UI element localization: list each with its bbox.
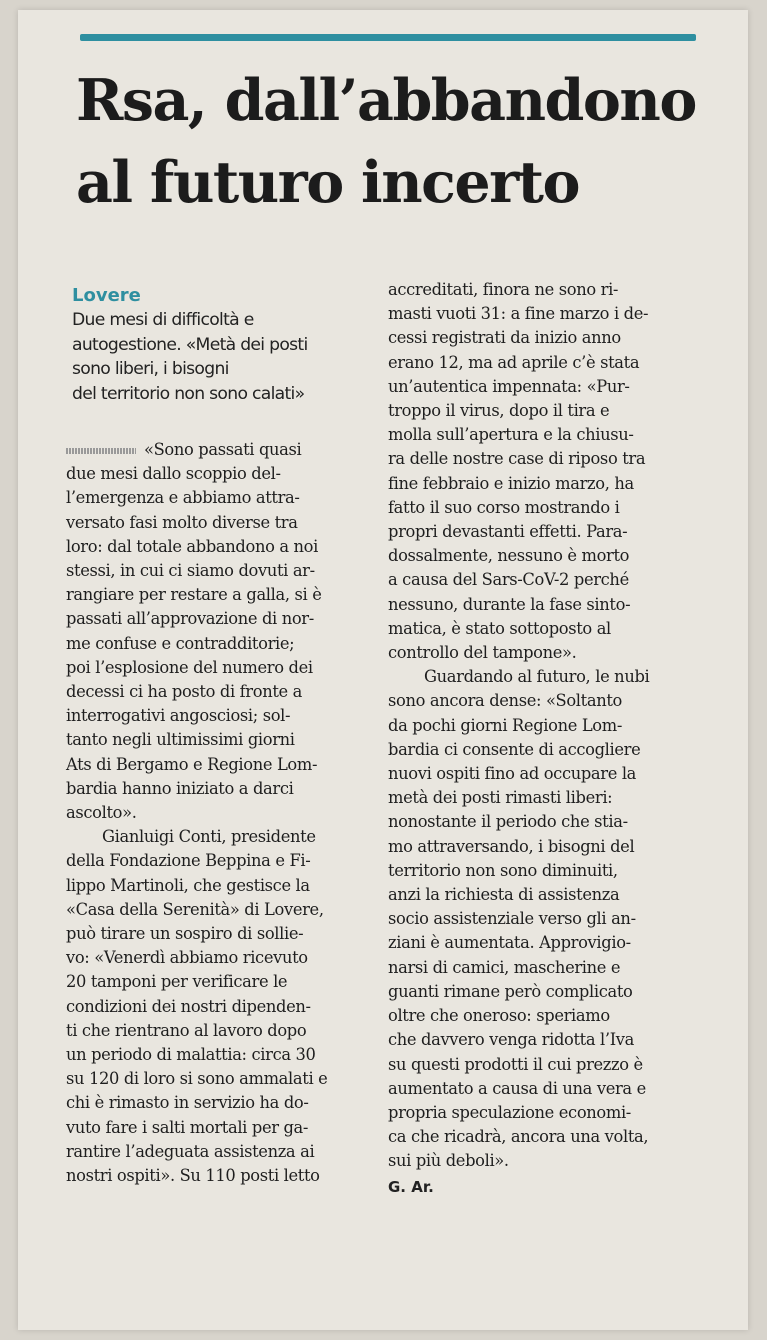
text-line: Guardando al futuro, le nubi [424,667,650,687]
text-line: su questi prodotti il cui prezzo è [388,1054,643,1074]
article-summary [72,308,362,406]
headline-line-1: Rsa, dall’abbandono [76,67,696,134]
text-line: erano 12, ma ad aprile c’è stata [388,352,640,372]
text-line: l’emergenza e abbiamo attra- [66,488,300,508]
text-line: rangiare per restare a galla, si è [66,585,322,605]
text-line: vuto fare i salti mortali per ga- [66,1117,309,1137]
text-line: ascolto». [66,803,137,823]
text-line: su 120 di loro si sono ammalati e [66,1069,328,1089]
text-line: Ats di Bergamo e Regione Lom- [66,754,318,774]
text-line: matica, è stato sottoposto al [388,618,611,638]
text-line: territorio non sono diminuiti, [388,860,618,880]
text-line: ti che rientrano al lavoro dopo [66,1020,307,1040]
text-line: poi l’esplosione del numero dei [66,657,313,677]
text-line: ra delle nostre case di riposo tra [388,449,646,469]
text-line: dossalmente, nessuno è morto [388,546,630,566]
text-line: accreditati, finora ne sono ri- [388,280,619,299]
right-body-text [388,278,720,1174]
text-line: lippo Martinoli, che gestisce la [66,875,310,895]
text-line: decessi ci ha posto di fronte a [66,682,302,702]
text-line: cessi registrati da inizio anno [388,328,621,348]
text-line: me confuse e contradditorie; [66,633,295,653]
text-line: socio assistenziale verso gli an- [388,909,636,929]
text-line: 20 tamponi per verificare le [66,972,288,992]
text-line: bardia hanno iniziato a darci [66,778,294,798]
text-line: oltre che oneroso: speriamo [388,1006,610,1026]
text-line: sono ancora dense: «Soltanto [388,691,622,711]
article-headline [76,60,716,224]
text-line: della Fondazione Beppina e Fi- [66,851,311,871]
text-line: metà dei posti rimasti liberi: [388,788,613,808]
text-line: nessuno, durante la fase sinto- [388,594,631,614]
left-column [66,284,362,1188]
text-line: stessi, in cui ci siamo dovuti ar- [66,561,315,581]
text-line: condizioni dei nostri dipenden- [66,996,311,1016]
text-line: può tirare un sospiro di sollie- [66,924,304,944]
text-line: fatto il suo corso mostrando i [388,497,620,517]
text-line: «Casa della Serenità» di Lovere, [66,899,324,919]
text-line: vo: «Venerdì abbiamo ricevuto [66,948,308,968]
text-line: narsi di camici, mascherine e [388,957,621,977]
text-line: due mesi dallo scoppio del- [66,464,281,484]
text-line: sui più deboli». [388,1151,509,1171]
text-line: loro: dal totale abbandono a noi [66,536,318,556]
text-line: fine febbraio e inizio marzo, ha [388,473,634,493]
text-line: molla sull’apertura e la chiusu- [388,425,634,445]
summary-line: autogestione. «Metà dei posti [72,334,308,355]
location-kicker: Lovere [72,285,141,306]
text-line: tanto negli ultimissimi giorni [66,730,295,750]
text-line: bardia ci consente di accogliere [388,739,641,759]
text-line: passati all’approvazione di nor- [66,609,314,629]
text-line: «Sono passati quasi [66,438,362,462]
text-line: propri devastanti effetti. Para- [388,522,628,542]
text-line: masti vuoti 31: a fine marzo i de- [388,304,649,324]
text-line: nuovi ospiti fino ad occupare la [388,764,637,784]
text-line: nostri ospiti». Su 110 posti letto [66,1166,320,1186]
right-column [388,278,720,1196]
headline-line-2: al futuro incerto [76,149,580,216]
text-line: nonostante il periodo che stia- [388,812,628,832]
text-line: chi è rimasto in servizio ha do- [66,1093,309,1113]
text-line: mo attraversando, i bisogni del [388,836,635,856]
lead-dash-icon [66,448,136,454]
text-line: propria speculazione economi- [388,1102,631,1122]
text-line: da pochi giorni Regione Lom- [388,715,622,735]
text-line: troppo il virus, dopo il tira e [388,401,610,421]
text-line: un periodo di malattia: circa 30 [66,1045,316,1065]
text-line: guanti rimane però complicato [388,981,633,1001]
text-line: rantire l’adeguata assistenza ai [66,1141,315,1161]
text-line: anzi la richiesta di assistenza [388,885,620,905]
summary-line: del territorio non sono calati» [72,383,305,404]
text-line: un’autentica impennata: «Pur- [388,376,630,396]
text-line: versato fasi molto diverse tra [66,512,298,532]
author-signature: G. Ar. [388,1177,434,1196]
text-line: a causa del Sars-CoV-2 perché [388,570,629,590]
summary-line: Due mesi di difficoltà e [72,310,254,330]
text-line: controllo del tampone». [388,643,577,663]
text-line: ziani è aumentata. Approvigio- [388,933,631,953]
left-body-text [66,438,362,1188]
text-line: aumentato a causa di una vera e [388,1078,646,1098]
text-line: che davvero venga ridotta l’Iva [388,1030,635,1050]
summary-line: sono liberi, i bisogni [72,359,229,379]
text-line: Gianluigi Conti, presidente [102,827,316,847]
text-line: interrogativi angosciosi; sol- [66,706,291,726]
text-line: ca che ricadrà, ancora una volta, [388,1127,649,1147]
top-accent-rule [80,34,696,41]
